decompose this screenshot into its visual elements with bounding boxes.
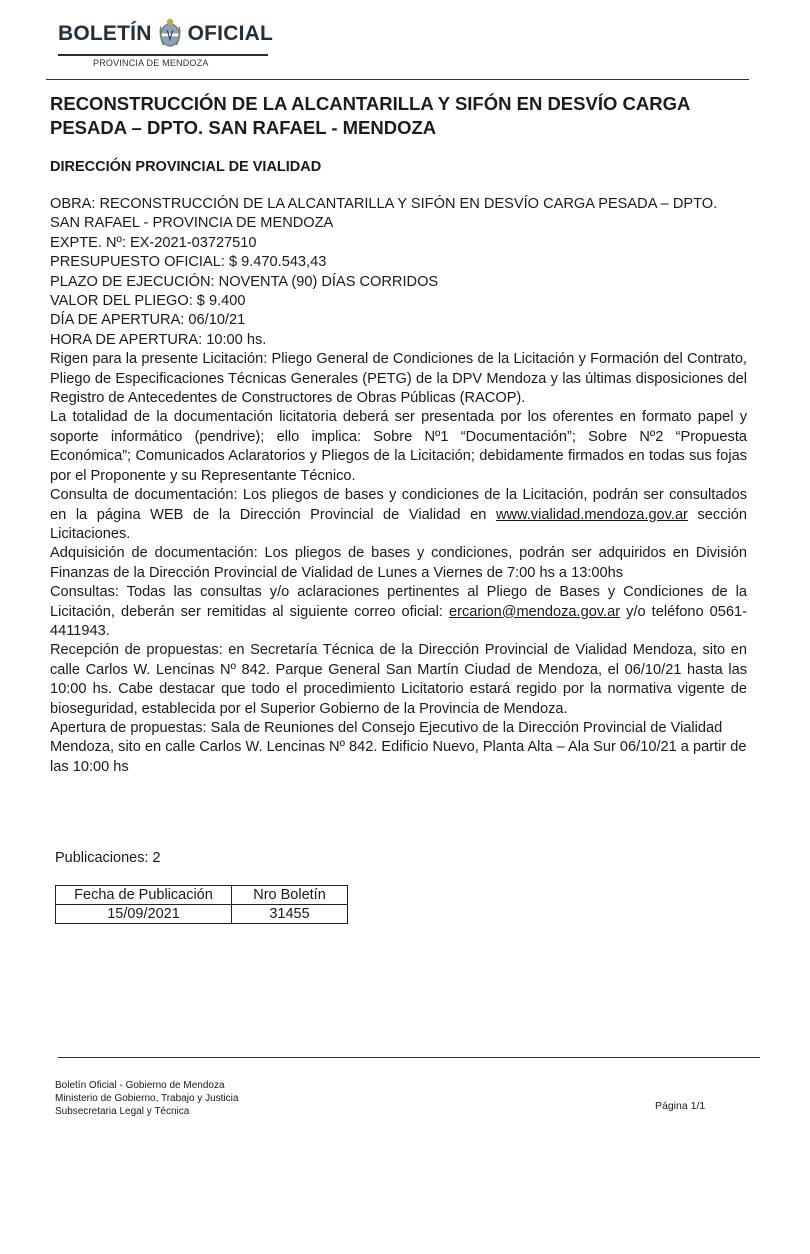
logo-word-left: BOLETÍN <box>58 22 152 45</box>
term-line: PLAZO DE EJECUCIÓN: NOVENTA (90) DÍAS CORRIDOS <box>50 273 439 290</box>
notice-body <box>50 195 747 777</box>
publications-table <box>55 885 348 924</box>
expediente-line: EXPTE. Nº: EX-2021-03727510 <box>50 234 257 251</box>
bulletin-logo <box>58 14 273 54</box>
logo-word-right: OFICIAL <box>187 22 273 45</box>
opening-paragraph: Apertura de propuestas: Sala de Reuniones del Consejo Ejecutivo de la Dirección Provincial de Vialidad Mendoza, sito en calle Carlos W. Lencinas Nº 842. Edificio Nuevo, Planta Alta – Ala Sur 06/10/21 a partir de las 10:00 hs <box>50 719 747 775</box>
table-header-row <box>56 886 348 905</box>
vialidad-website-link[interactable]: www.vialidad.mendoza.gov.ar <box>495 506 688 523</box>
document-title: RECONSTRUCCIÓN DE LA ALCANTARILLA Y SIFÓN EN DESVÍO CARGA PESADA – DPTO. SAN RAFAEL - MENDOZA <box>50 93 690 138</box>
table-row <box>56 905 348 924</box>
acquisition-paragraph: Adquisición de documentación: Los pliegos de bases y condiciones, podrán ser adquiridos en División Finanzas de la Dirección Provincial de Vialidad de Lunes a Viernes de 7:00 hs a 13:00hs <box>50 545 747 581</box>
bulletin-number-cell: 31455 <box>232 905 348 924</box>
page-number: Página 1/1 <box>655 1100 706 1112</box>
footer-divider <box>58 1057 760 1058</box>
footer-line: Ministerio de Gobierno, Trabajo y Justicia <box>55 1093 239 1104</box>
publication-date-cell: 15/09/2021 <box>56 905 232 924</box>
consultation-paragraph <box>50 486 747 544</box>
consultation-tail: sección Licitaciones. <box>50 506 747 542</box>
publications-count: Publicaciones: 2 <box>55 850 161 866</box>
bulletin-header <box>58 14 273 74</box>
column-header: Nro Boletín <box>232 886 348 905</box>
agency-name: DIRECCIÓN PROVINCIAL DE VIALIDAD <box>50 159 322 175</box>
logo-rule <box>58 54 268 56</box>
footer-info <box>55 1079 238 1118</box>
documentation-paragraph: La totalidad de la documentación licitatoria deberá ser presentada por los oferentes en formato papel y soporte informático (pendrive); ello implica: Sobre Nº1 “Documentación”; Sobre Nº2 “Propuesta Económica”; Comunicados Aclaratorios y Pliegos de la Licitación; debidamente firmados en todas sus fojas por el Proponente y su Representante Técnico. <box>50 409 747 484</box>
consultation-text: Consulta de documentación: Los pliegos de bases y condiciones de la Licitación, podrán ser consultados en la página WEB de la Dirección Provincial de Vialidad en <box>50 487 747 523</box>
footer-line: Subsecretaria Legal y Técnica <box>55 1106 190 1117</box>
contact-email-link[interactable]: ercarion@mendoza.gov.ar <box>448 603 621 620</box>
bid-price-line: VALOR DEL PLIEGO: $ 9.400 <box>50 293 246 310</box>
queries-paragraph <box>50 583 747 641</box>
queries-text: Consultas: Todas las consultas y/o aclaraciones pertinentes al Pliego de Bases y Condiciones de la Licitación, deberán ser remitidas al siguiente correo oficial: <box>50 584 747 620</box>
obra-line: OBRA: RECONSTRUCCIÓN DE LA ALCANTARILLA Y SIFÓN EN DESVÍO CARGA PESADA – DPTO. SAN RAFAEL - PROVINCIA DE MENDOZA <box>50 196 718 232</box>
footer-line: Boletín Oficial - Gobierno de Mendoza <box>55 1080 225 1091</box>
budget-line: PRESUPUESTO OFICIAL: $ 9.470.543,43 <box>50 254 327 271</box>
rules-paragraph: Rigen para la presente Licitación: Pliego General de Condiciones de la Licitación y Formación del Contrato, Pliego de Especificaciones Técnicas Generales (PETG) de la DPV Mendoza y las últimas disposiciones del Registro de Antecedentes de Constructores de Obras Públicas (RACOP). <box>50 351 747 407</box>
provincial-crest-icon <box>158 16 182 52</box>
reception-paragraph: Recepción de propuestas: en Secretaría Técnica de la Dirección Provincial de Vialidad Mendoza, sito en calle Carlos W. Lencinas Nº 842. Parque General San Martín Ciudad de Mendoza, el 06/10/21 hasta las 10:00 hs. Cabe destacar que todo el procedimiento Licitatorio estará regido por la normativa vigente de bioseguridad, establecida por el Superior Gobierno de la Provincia de Mendoza. <box>50 642 747 717</box>
column-header: Fecha de Publicación <box>56 886 232 905</box>
header-divider <box>46 79 749 80</box>
opening-day-line: DÍA DE APERTURA: 06/10/21 <box>50 312 246 329</box>
opening-time-line: HORA DE APERTURA: 10:00 hs. <box>50 331 267 348</box>
queries-tail: y/o teléfono 0561-4411943. <box>50 603 748 639</box>
logo-subtitle: PROVINCIA DE MENDOZA <box>93 58 209 68</box>
